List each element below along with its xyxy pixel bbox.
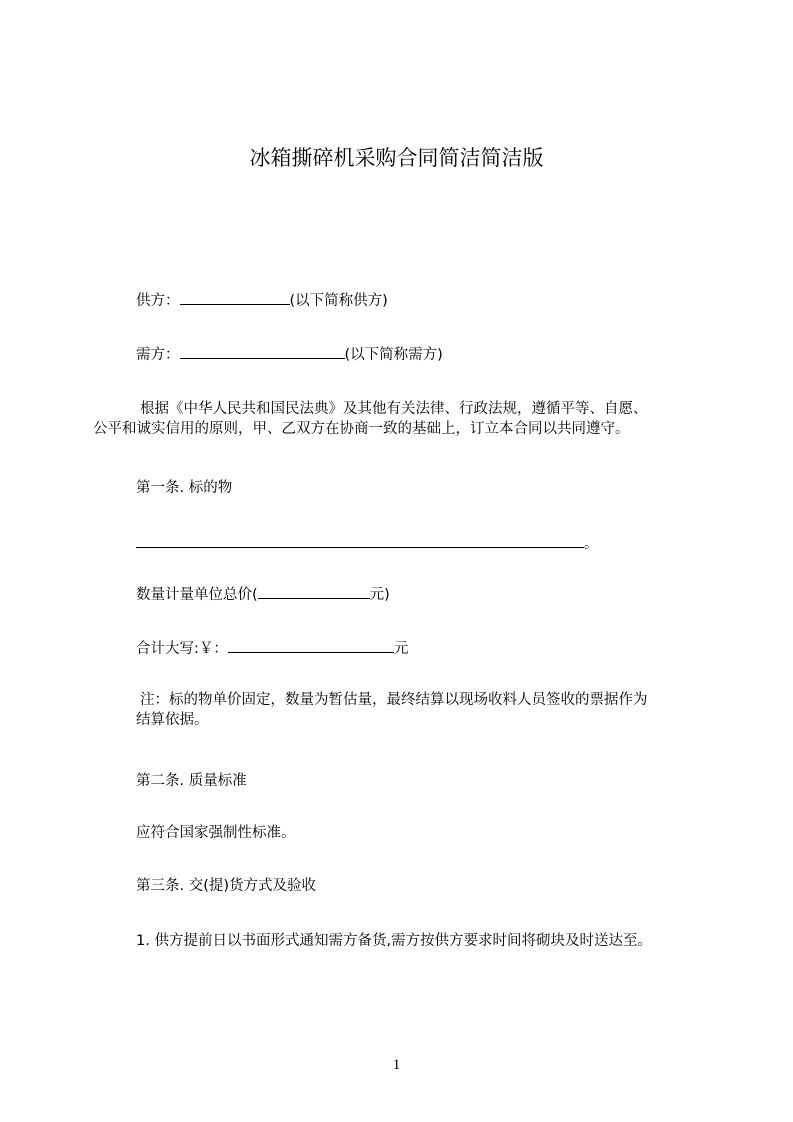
total-price-blank xyxy=(258,584,370,599)
article-1-blank-line xyxy=(136,533,599,554)
subject-matter-period: 。 xyxy=(584,536,599,552)
total-amount-blank xyxy=(228,638,394,653)
buyer-label: 需方： xyxy=(136,347,180,363)
preamble-line-1: 根据《中华人民共和国民法典》及其他有关法律、行政法规，遵循平等、自愿、 xyxy=(140,401,648,417)
article-2-heading: 第二条. 质量标准 xyxy=(136,773,247,789)
page-number: 1 xyxy=(392,1057,401,1073)
total-label: 合计大写:￥： xyxy=(136,641,228,657)
supplier-line xyxy=(136,290,388,311)
note-line-1: 注：标的物单价固定，数量为暂估量，最终结算以现场收料人员签收的票据作为 xyxy=(140,692,648,708)
article-3-heading: 第三条. 交(提)货方式及验收 xyxy=(136,878,317,894)
buyer-name-blank xyxy=(180,344,345,359)
article-2-text: 应符合国家强制性标准。 xyxy=(136,825,296,841)
article-1-heading: 第一条. 标的物 xyxy=(136,480,233,496)
supplier-name-blank xyxy=(180,290,290,305)
buyer-line xyxy=(136,344,443,365)
supplier-label: 供方： xyxy=(136,293,180,309)
quantity-line xyxy=(136,584,390,605)
document-title: 冰箱撕碎机采购合同简洁简洁版 xyxy=(249,146,544,170)
quantity-suffix: 元) xyxy=(369,587,390,603)
note-line-2: 结算依据。 xyxy=(136,712,209,728)
quantity-label: 数量计量单位总价( xyxy=(136,587,258,603)
note-paragraph xyxy=(136,690,708,730)
preamble-line-2: 公平和诚实信用的原则，甲、乙双方在协商一致的基础上，订立本合同以共同遵守。 xyxy=(93,421,630,437)
article-3-item-1: 1. 供方提前日以书面形式通知需方备货,需方按供方要求时间将砌块及时送达至。 xyxy=(136,933,653,949)
preamble-paragraph xyxy=(93,399,708,439)
total-uppercase-line xyxy=(136,638,408,659)
subject-matter-blank xyxy=(136,533,584,548)
buyer-suffix: (以下简称需方) xyxy=(344,347,443,363)
total-suffix: 元 xyxy=(393,641,409,657)
supplier-suffix: (以下简称供方) xyxy=(289,293,388,309)
